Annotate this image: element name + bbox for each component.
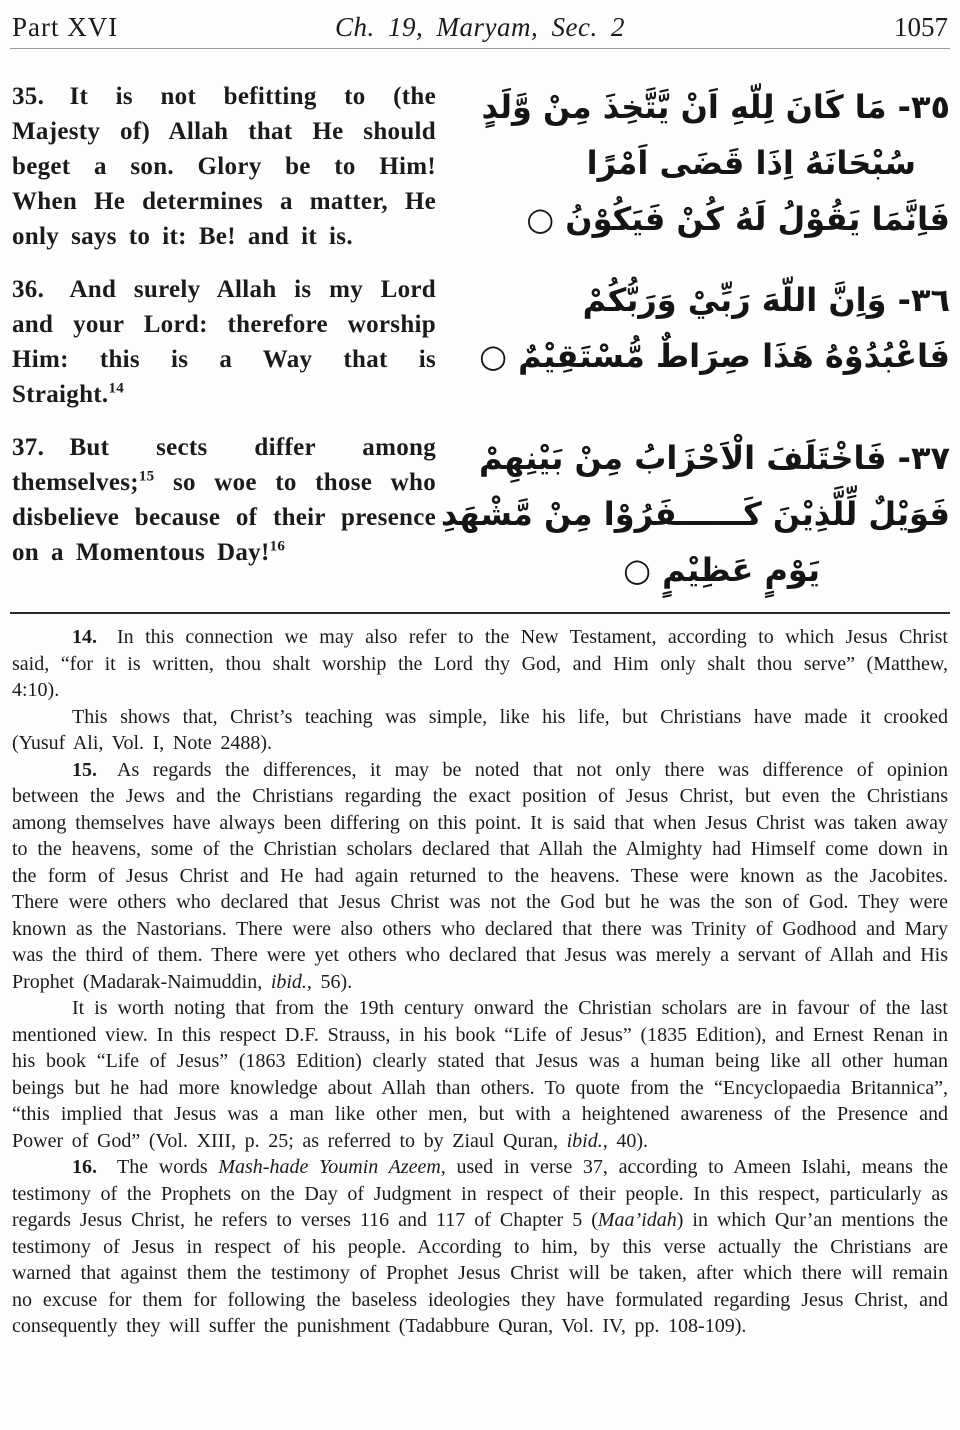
footnote-divider [10,612,950,614]
footnote-15-para-2: It is worth noting that from the 19th century onward the Christian scholars are in favour of the last mentioned view. In this respect D.F. Strauss, in his book “Life of Jesus” (1835 Edition), and Ernest Renan in his book “Life of Jesus” (1863 Edition) clearly stated that Jesus was a human being like all other human beings but he had more knowledge about Allah than others. To quote from the “Encyclopaedia Britannica”, “this implied that Jesus was a man like other men, but with a heightened awareness of the Presence and Power of God” (Vol. XIII, p. 25; as referred to by Ziaul Quran, ibid., 40). [12,997,948,1152]
footnote-14-para-1: 14. In this connection we may also refer to the New Testament, according to which Jesus Christ said, “for it is written, thou shalt worship the Lord thy God, and Him only shalt thou serve” (Matthew, 4:10). [12,626,948,701]
arabic-line: فَوَيْلٌ لِّلَّذِيْنَ كَــــــفَرُوْا مِنْ مَّشْهَدِ [440,495,950,533]
verse-35-english: 35. It is not befitting to (the Majesty of) Allah that He should beget a son. Glory be to Him! When He determines a matter, He only says to it: Be! and it is. [12,83,436,250]
verse-37-english: 37. But sects differ among themselves;$^{15}$ so woe to those who disbelieve because of their presence on a Momentous Day!$^{16}$ [12,434,436,566]
arabic-line: سُبْحَانَهُ اِذَا قَضَى اَمْرًا [586,144,916,182]
arabic-line: ٣٥- مَا كَانَ لِلّهِ اَنْ يَّتَّخِذَ مِنْ وَّلَدٍ [481,88,950,126]
verse-row-36 [12,272,950,412]
verse-37-arabic [440,430,950,598]
verse-row-35 [12,79,950,254]
verses-section [10,49,950,598]
chapter-heading: Ch. 19, Maryam, Sec. 2 [335,12,625,42]
footnote-14-para-2: This shows that, Christ’s teaching was simple, like his life, but Christians have made it crooked (Yusuf Ali, Vol. I, Note 2488). [12,705,948,754]
arabic-line: فَاِنَّمَا يَقُوْلُ لَهُ كُنْ فَيَكُوْنُ ○ [526,200,950,238]
verse-35-arabic [476,79,950,254]
footnote-15-para-1: 15. As regards the differences, it may be noted that not only there was difference of opinion between the Jews and the Christians regarding the exact position of Jesus Christ, but even the Christians among themselves have always been differing on this point. It is said that when Jesus Christ was taken away to the heavens, some of the Christian scholars declared that Allah the Almighty had Himself come down in the form of Jesus Christ and He had again returned to the heavens. These were known as the Jacobites. There were others who declared that Jesus Christ was not the God but he was the son of God. They were known as the Nastorians. There were also others who declared that there was Trinity of Godhood and Mary was the third of them. There were yet others who declared that Jesus was merely a servant of Allah and His Prophet (Madarak-Naimuddin, ibid., 56). [12,758,948,993]
arabic-line: ٣٦- وَاِنَّ اللّهَ رَبِّيْ وَرَبُّكُمْ [582,281,950,319]
verse-36-english: 36. And surely Allah is my Lord and your Lord: therefore worship Him: this is a Way that is Straight.$^{14}$ [12,276,436,408]
footnote-16-para-1: 16. The words Mash-hade Youmin Azeem, used in verse 37, according to Ameen Islahi, means the testimony of the Prophets on the Day of Judgment in respect of their people. In this respect, particularly as regards Jesus Christ, he refers to verses 116 and 117 of Chapter 5 (Maa’idah) in which Qur’an mentions the testimony of Jesus in respect of his people. According to him, by this verse actually the Christians are warned that against them the testimony of Prophet Jesus Christ will be taken, after which there will remain no excuse for them for following the baseless ideologies they have formulated regarding Jesus Christ, and consequently they will suffer the punishment (Tadabbure Quran, Vol. IV, pp. 108-109). [12,1156,949,1337]
footnotes-section [10,622,950,1340]
arabic-line: يَوْمٍ عَظِيْمٍ ○ [623,551,820,589]
part-label: Part XVI [12,12,119,42]
arabic-line: فَاعْبُدُوْهُ هَذَا صِرَاطٌ مُّسْتَقِيْمٌ ○ [479,337,950,375]
verse-row-37 [12,430,950,598]
verse-36-arabic [476,272,950,412]
arabic-line: ٣٧- فَاخْتَلَفَ الْاَحْزَابُ مِنْ بَيْنِهِمْ [478,439,950,477]
page-number: 1057 [894,12,948,42]
running-head [10,10,950,43]
